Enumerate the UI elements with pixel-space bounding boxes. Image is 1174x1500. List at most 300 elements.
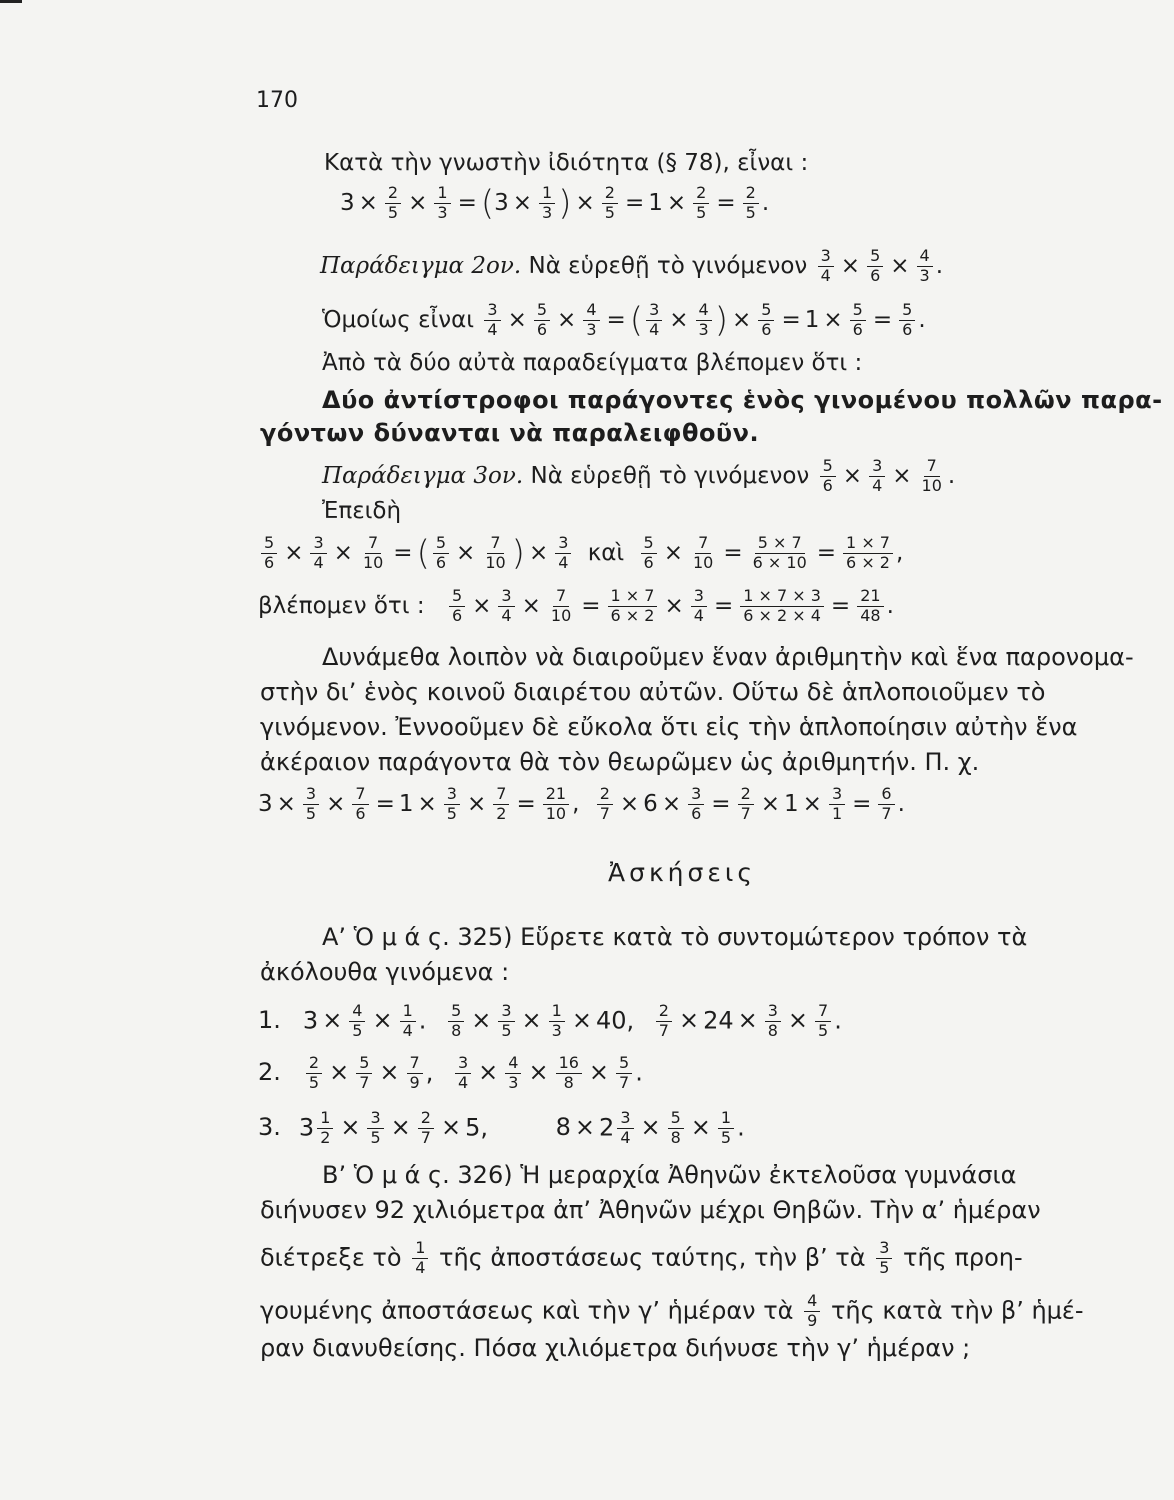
exercises-title: Ἀσκήσεις <box>608 858 757 887</box>
period: . <box>897 790 905 817</box>
group-a-line-2: ἀκόλουθα γινόμενα : <box>260 958 510 986</box>
numerator: 21 <box>543 786 569 805</box>
fraction <box>317 1110 333 1147</box>
text: γουμένης ἀποστάσεως καὶ τὴν γ’ ἡμέραν τὰ <box>260 1296 794 1325</box>
denominator: 4 <box>558 552 569 572</box>
numerator: 5 × 7 <box>755 535 805 554</box>
number: 3 <box>340 189 355 216</box>
denominator: 1 <box>831 803 843 823</box>
fraction <box>407 1055 423 1092</box>
fraction <box>498 1003 514 1040</box>
denominator: 10 <box>545 803 567 823</box>
denominator: 6 <box>264 552 275 572</box>
text: τῆς κατὰ τὴν β’ ἡμέ- <box>830 1296 1084 1325</box>
fraction <box>367 1110 383 1147</box>
times: × <box>329 1058 350 1087</box>
times: × <box>661 790 682 817</box>
fraction <box>418 1110 434 1147</box>
fraction <box>829 786 845 823</box>
fraction <box>549 1003 565 1040</box>
fraction <box>482 535 508 572</box>
denominator: 5 <box>370 1127 381 1147</box>
denominator: 6 <box>761 319 772 339</box>
numerator: 7 <box>487 535 503 554</box>
fraction <box>543 786 569 823</box>
times: × <box>669 306 689 333</box>
numerator: 3 <box>498 1003 514 1022</box>
fraction <box>718 1110 734 1147</box>
fraction <box>444 786 460 823</box>
exercise-3 <box>258 1110 745 1147</box>
numerator: 3 <box>876 1240 892 1259</box>
fraction <box>876 1240 892 1277</box>
numerator: 3 <box>818 248 834 267</box>
comma: , <box>480 1113 488 1142</box>
group-b-line-1: Β’ Ὁ μ ά ς. 326) Ἡ μεραρχία Ἀθηνῶν ἐκτελοῦσα γυμνάσια <box>322 1161 1017 1189</box>
fraction <box>690 535 716 572</box>
denominator: 5 <box>720 1127 732 1147</box>
times: × <box>574 1113 596 1142</box>
numerator: 4 <box>583 302 599 321</box>
equals: = <box>375 790 395 817</box>
times: × <box>760 790 781 817</box>
times: × <box>528 539 549 566</box>
equals: = <box>606 306 626 333</box>
equals: = <box>581 592 601 619</box>
denominator: 3 <box>542 202 553 222</box>
paragraph-line-3: γινόμενον. Ἐννοοῦμεν δὲ εὔκολα ὅτι εἰς τὴν ἁπλοποίησιν αὐτὴν ἕνα <box>260 713 1078 741</box>
numerator: 2 <box>418 1110 434 1129</box>
numerator: 5 <box>261 535 277 554</box>
numerator: 16 <box>556 1055 582 1074</box>
group-b-line-5: ραν διανυθείσης. Πόσα χιλιόμετρα διήνυσε τὴν γ’ ἡμέραν ; <box>260 1334 971 1362</box>
fraction <box>349 1003 365 1040</box>
numerator: 3 <box>869 458 885 477</box>
fraction <box>303 786 319 823</box>
numerator: 5 <box>448 1003 464 1022</box>
numerator: 7 <box>365 535 381 554</box>
fraction <box>498 588 514 625</box>
denominator: 2 <box>496 803 507 823</box>
equation-4 <box>258 588 894 625</box>
denominator: 10 <box>485 552 506 572</box>
fraction <box>691 588 707 625</box>
times: × <box>663 539 683 566</box>
paren-right: ) <box>714 300 728 341</box>
exercise-number: 1. <box>258 1006 281 1035</box>
period: . <box>918 306 926 333</box>
numerator: 1 <box>400 1003 416 1022</box>
fraction <box>448 1003 464 1040</box>
paragraph-line-1: Δυνάμεθα λοιπὸν νὰ διαιροῦμεν ἕναν ἀριθμητὴν καὶ ἕνα παρονομα- <box>322 643 1134 671</box>
numerator: 7 <box>695 535 711 554</box>
numerator: 5 <box>616 1055 632 1074</box>
comma: , <box>572 790 580 817</box>
fraction <box>360 535 386 572</box>
denominator: 5 <box>305 803 317 823</box>
fraction <box>493 786 509 823</box>
denominator: 4 <box>872 475 883 495</box>
numerator: 7 <box>815 1003 831 1022</box>
denominator: 48 <box>860 605 881 625</box>
number: 3 <box>298 1113 315 1142</box>
numerator: 3 <box>829 786 845 805</box>
number: 3 <box>258 790 273 817</box>
numerator: 3 <box>691 588 707 607</box>
numerator: 7 <box>553 588 569 607</box>
number: 1 <box>784 790 799 817</box>
period: . <box>935 252 944 279</box>
numerator: 7 <box>352 786 368 805</box>
denominator: 5 <box>352 1020 363 1040</box>
times: × <box>890 252 910 279</box>
times: × <box>575 189 595 216</box>
denominator: 6 <box>902 319 913 339</box>
denominator: 7 <box>599 803 610 823</box>
numerator: 3 <box>484 302 500 321</box>
equals: = <box>624 189 645 216</box>
times: × <box>456 539 476 566</box>
denominator: 5 <box>387 202 399 222</box>
fraction <box>306 1055 322 1092</box>
times: × <box>557 306 577 333</box>
denominator: 6 <box>870 265 881 285</box>
period: . <box>635 1058 643 1087</box>
equation-3 <box>258 535 903 572</box>
denominator: 3 <box>586 319 597 339</box>
numerator: 5 <box>850 302 866 321</box>
numerator: 2 <box>693 185 709 204</box>
times: × <box>640 1113 661 1142</box>
denominator: 6 <box>822 475 833 495</box>
comma: , <box>425 1058 434 1087</box>
fraction <box>850 302 866 339</box>
numerator: 3 <box>765 1003 781 1022</box>
denominator: 4 <box>501 605 512 625</box>
times: × <box>619 790 640 817</box>
numerator: 1 <box>317 1110 333 1129</box>
denominator: 3 <box>551 1020 562 1040</box>
numerator: 3 <box>444 786 460 805</box>
denominator: 6 <box>435 552 447 572</box>
number: 5 <box>465 1113 481 1142</box>
numerator: 1 × 7 × 3 <box>740 588 824 607</box>
numerator: 3 <box>688 786 704 805</box>
times: × <box>372 1006 393 1035</box>
denominator: 5 <box>501 1020 512 1040</box>
number: 1 <box>398 790 414 817</box>
number: 6 <box>643 790 658 817</box>
number: 3 <box>302 1006 319 1035</box>
times: × <box>521 1006 542 1035</box>
paren-left: ( <box>629 300 644 341</box>
numerator: 5 <box>641 535 657 554</box>
text: βλέπομεν ὅτι : <box>258 592 425 619</box>
comma: , <box>895 539 904 566</box>
fraction <box>917 248 933 285</box>
denominator: 6 <box>691 803 702 823</box>
denominator: 10 <box>693 552 714 572</box>
fraction <box>412 1240 428 1277</box>
paragraph-line-2: στὴν δι’ ἑνὸς κοινοῦ διαιρέτου αὐτῶν. Οὕτω δὲ ἁπλοποιοῦμεν τὸ <box>260 678 1046 706</box>
number: 8 <box>555 1113 571 1142</box>
numerator: 2 <box>385 185 401 204</box>
fraction <box>400 1003 416 1040</box>
fraction <box>820 458 836 495</box>
numerator: 5 <box>820 458 836 477</box>
numerator: 3 <box>303 786 319 805</box>
numerator: 7 <box>924 458 940 477</box>
denominator: 8 <box>451 1020 462 1040</box>
fraction <box>815 1003 831 1040</box>
paragraph-line-4: ἀκέραιον παράγοντα θὰ τὸν θεωρῶμεν ὡς ἀριθμητήν. Π. χ. <box>260 748 980 776</box>
paren-right: ) <box>511 533 525 574</box>
equals: = <box>816 539 837 566</box>
period: . <box>886 592 894 619</box>
fraction <box>869 458 885 495</box>
text: διέτρεξε τὸ <box>260 1243 402 1272</box>
denominator: 6 <box>451 605 463 625</box>
number: 24 <box>703 1006 734 1035</box>
denominator: 6 <box>355 803 366 823</box>
denominator: 9 <box>807 1310 818 1330</box>
times: × <box>276 790 296 817</box>
equals: = <box>872 306 893 333</box>
times: × <box>731 306 752 333</box>
fraction <box>555 535 571 572</box>
numerator: 1 × 7 <box>843 535 893 554</box>
denominator: 6 × 2 × 4 <box>743 605 821 625</box>
times: × <box>842 462 863 489</box>
equals: = <box>723 539 743 566</box>
equals: = <box>830 592 851 619</box>
numerator: 4 <box>505 1055 521 1074</box>
numerator: 2 <box>306 1055 322 1074</box>
times: × <box>322 1006 343 1035</box>
numerator: 4 <box>696 302 712 321</box>
number: 40 <box>595 1006 627 1035</box>
numerator: 1 <box>549 1003 565 1022</box>
fraction <box>693 185 709 222</box>
example-text: Νὰ εὑρεθῇ τὸ γινόμενον <box>528 252 808 279</box>
since-line: Ἐπειδὴ <box>322 498 402 524</box>
times: × <box>466 790 487 817</box>
numerator: 4 <box>349 1003 365 1022</box>
fraction <box>668 1110 684 1147</box>
numerator: 5 <box>449 588 465 607</box>
times: × <box>666 189 687 216</box>
times: × <box>471 1006 492 1035</box>
fraction <box>556 1055 582 1092</box>
example-2-line <box>320 248 943 285</box>
denominator: 6 <box>536 319 548 339</box>
equals: = <box>516 790 536 817</box>
times: × <box>521 592 541 619</box>
fraction <box>583 302 599 339</box>
times: × <box>472 592 492 619</box>
times: × <box>664 592 684 619</box>
numerator: 3 <box>646 302 662 321</box>
denominator: 6 × 2 <box>846 552 890 572</box>
denominator: 4 <box>649 319 660 339</box>
fraction <box>740 588 824 625</box>
fraction <box>617 1110 633 1147</box>
times: × <box>440 1113 462 1142</box>
fraction <box>608 588 658 625</box>
equation-2 <box>322 302 926 339</box>
denominator: 7 <box>881 803 892 823</box>
times: × <box>390 1113 411 1142</box>
page-edge-mark <box>0 0 22 3</box>
fraction <box>765 1003 781 1040</box>
numerator: 3 <box>555 535 571 554</box>
example-label: Παράδειγμα 3ον. <box>322 462 524 489</box>
times: × <box>333 539 353 566</box>
conjunction: καὶ <box>587 539 625 566</box>
denominator: 4 <box>620 1127 631 1147</box>
numerator: 2 <box>738 786 754 805</box>
statement-line: Ἀπὸ τὰ δύο αὐτὰ παραδείγματα βλέπομεν ὅτι : <box>322 350 863 376</box>
fraction <box>597 786 613 823</box>
denominator: 6 × 10 <box>752 552 807 572</box>
fraction <box>646 302 662 339</box>
number: 3 <box>494 189 509 216</box>
numerator: 1 <box>434 185 450 204</box>
paren-left: ( <box>480 183 495 224</box>
times: × <box>528 1058 549 1087</box>
times: × <box>478 1058 499 1087</box>
fraction <box>899 302 915 339</box>
fraction <box>743 185 759 222</box>
period: . <box>947 462 956 489</box>
denominator: 10 <box>550 605 572 625</box>
number: 1 <box>804 306 820 333</box>
numerator: 5 <box>356 1055 372 1074</box>
denominator: 5 <box>446 803 457 823</box>
intro-line: Κατὰ τὴν γνωστὴν ἰδιότητα (§ 78), εἶναι : <box>324 150 809 176</box>
denominator: 4 <box>487 319 498 339</box>
times: × <box>507 306 527 333</box>
numerator: 5 <box>758 302 774 321</box>
fraction <box>843 535 893 572</box>
numerator: 6 <box>878 786 894 805</box>
fraction <box>616 1055 632 1092</box>
denominator: 4 <box>402 1020 413 1040</box>
text: Ὁμοίως εἶναι <box>322 306 475 333</box>
period: . <box>418 1006 427 1035</box>
fraction <box>548 588 574 625</box>
denominator: 10 <box>921 475 942 495</box>
times: × <box>571 1006 592 1035</box>
denominator: 8 <box>670 1127 681 1147</box>
fraction <box>455 1055 471 1092</box>
numerator: 2 <box>597 786 613 805</box>
fraction <box>818 248 834 285</box>
fraction <box>505 1055 521 1092</box>
example-3-line <box>322 458 955 495</box>
numerator: 21 <box>857 588 883 607</box>
fraction <box>750 535 810 572</box>
times: × <box>678 1006 700 1035</box>
times: × <box>690 1113 711 1142</box>
numerator: 5 <box>867 248 883 267</box>
times: × <box>588 1058 610 1087</box>
number: 2 <box>599 1113 615 1142</box>
times: × <box>512 189 533 216</box>
denominator: 4 <box>693 605 704 625</box>
numerator: 3 <box>455 1055 471 1074</box>
equation-5 <box>258 786 905 823</box>
times: × <box>358 189 378 216</box>
fraction <box>696 302 712 339</box>
example-text: Νὰ εὑρεθῇ τὸ γινόμενον <box>530 462 810 489</box>
fraction <box>656 1003 672 1040</box>
times: × <box>379 1058 400 1087</box>
equals: = <box>711 790 731 817</box>
fraction <box>310 535 326 572</box>
denominator: 5 <box>818 1020 829 1040</box>
times: × <box>326 790 346 817</box>
denominator: 5 <box>745 202 756 222</box>
numerator: 3 <box>367 1110 383 1129</box>
numerator: 1 <box>718 1110 734 1129</box>
equals: = <box>716 189 736 216</box>
times: × <box>408 189 428 216</box>
times: × <box>892 462 912 489</box>
period: . <box>761 189 770 216</box>
numerator: 3 <box>310 535 326 554</box>
denominator: 5 <box>696 202 707 222</box>
text: τῆς προη- <box>903 1243 1023 1272</box>
numerator: 4 <box>917 248 933 267</box>
group-b-line-2: διήνυσεν 92 χιλιόμετρα ἀπ’ Ἀθηνῶν μέχρι Θηβῶν. Τὴν α’ ἡμέραν <box>260 1196 1041 1224</box>
example-label: Παράδειγμα 2ον. <box>320 252 522 279</box>
exercise-number: 3. <box>258 1113 281 1142</box>
denominator: 7 <box>740 803 751 823</box>
fraction <box>385 185 401 222</box>
comma: , <box>626 1006 635 1035</box>
fraction <box>449 588 465 625</box>
group-b-line-4 <box>260 1293 1084 1330</box>
fraction <box>434 185 450 222</box>
fraction <box>433 535 449 572</box>
fraction <box>738 786 754 823</box>
period: . <box>737 1113 745 1142</box>
numerator: 2 <box>602 185 618 204</box>
numerator: 2 <box>656 1003 672 1022</box>
numerator: 5 <box>433 535 449 554</box>
denominator: 8 <box>563 1072 574 1092</box>
times: × <box>417 790 437 817</box>
denominator: 4 <box>457 1072 469 1092</box>
numerator: 7 <box>493 786 509 805</box>
numerator: 7 <box>407 1055 423 1074</box>
denominator: 5 <box>879 1257 890 1277</box>
fraction <box>539 185 555 222</box>
equals: = <box>457 189 477 216</box>
fraction <box>919 458 945 495</box>
numerator: 5 <box>534 302 550 321</box>
denominator: 10 <box>362 552 384 572</box>
numerator: 2 <box>743 185 759 204</box>
fraction <box>804 1293 820 1330</box>
denominator: 3 <box>698 319 709 339</box>
equals: = <box>713 592 734 619</box>
denominator: 3 <box>919 265 930 285</box>
fraction <box>641 535 657 572</box>
times: × <box>823 306 843 333</box>
equals: = <box>852 790 872 817</box>
